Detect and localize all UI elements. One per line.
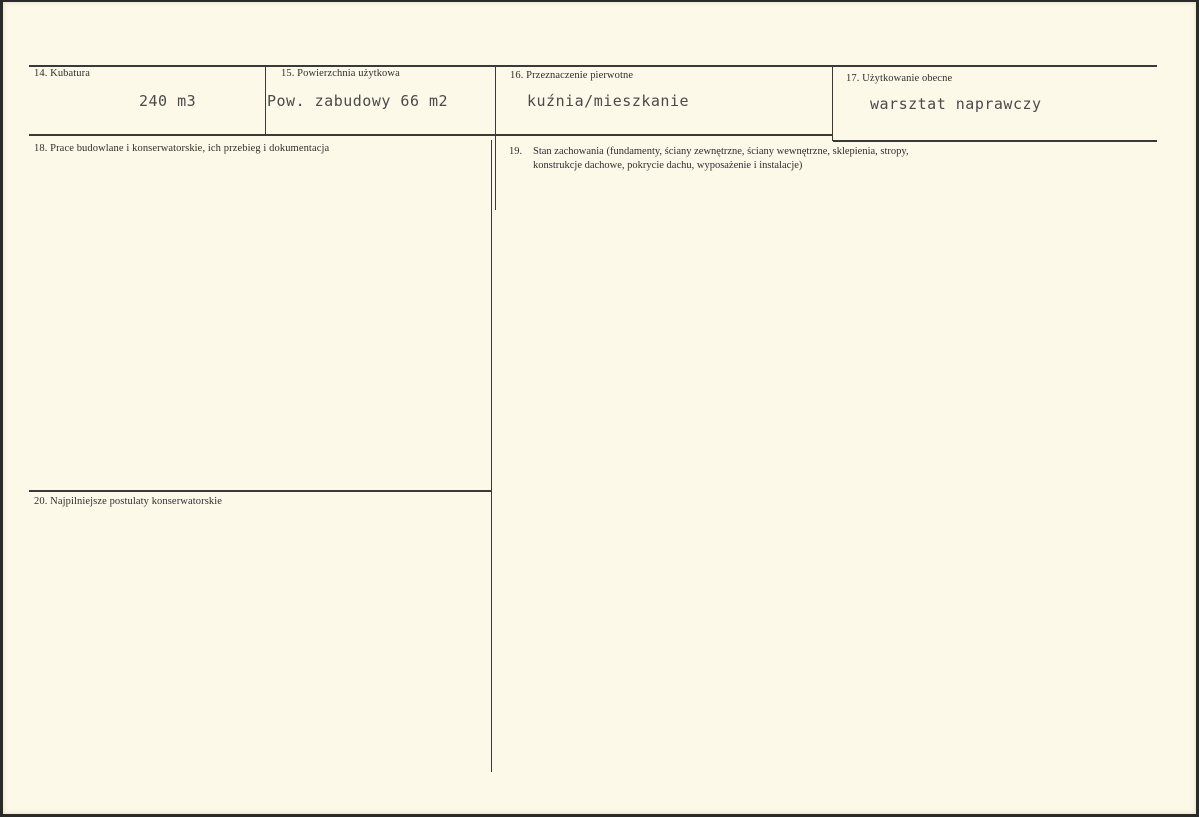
- field-16-value: kuźnia/mieszkanie: [527, 92, 690, 110]
- divider-15-16: [495, 65, 496, 210]
- field-20-label: 20. Najpilniejsze postulaty konserwatorskie: [34, 496, 223, 507]
- field-18-label: 18. Prace budowlane i konserwatorskie, ich przebieg i dokumentacja: [34, 143, 330, 154]
- field-19-label-line2: konstrukcje dachowe, pokrycie dachu, wyposażenie i instalacje): [533, 160, 803, 171]
- header-bottom-rule-right: [833, 140, 1157, 142]
- field-14-label: 14. Kubatura: [34, 68, 91, 79]
- field-16-label: 16. Przeznaczenie pierwotne: [510, 70, 634, 81]
- field-19-number: 19.: [509, 146, 523, 157]
- main-vertical-divider: [491, 140, 492, 772]
- header-bottom-rule-left: [29, 134, 833, 136]
- field-14-value: 240 m3: [139, 92, 197, 110]
- field-15-label: 15. Powierzchnia użytkowa: [281, 68, 400, 79]
- separator-18-20: [29, 490, 492, 492]
- record-card: [3, 2, 1196, 814]
- top-rule: [29, 65, 1157, 67]
- divider-14-15: [265, 65, 266, 135]
- field-17-label: 17. Użytkowanie obecne: [846, 73, 953, 84]
- field-17-value: warsztat naprawczy: [870, 95, 1042, 113]
- field-19-label-line1: Stan zachowania (fundamenty, ściany zewnętrzne, ściany wewnętrzne, sklepienia, stropy,: [533, 146, 909, 157]
- divider-16-17: [832, 65, 833, 141]
- field-15-value: Pow. zabudowy 66 m2: [267, 92, 449, 110]
